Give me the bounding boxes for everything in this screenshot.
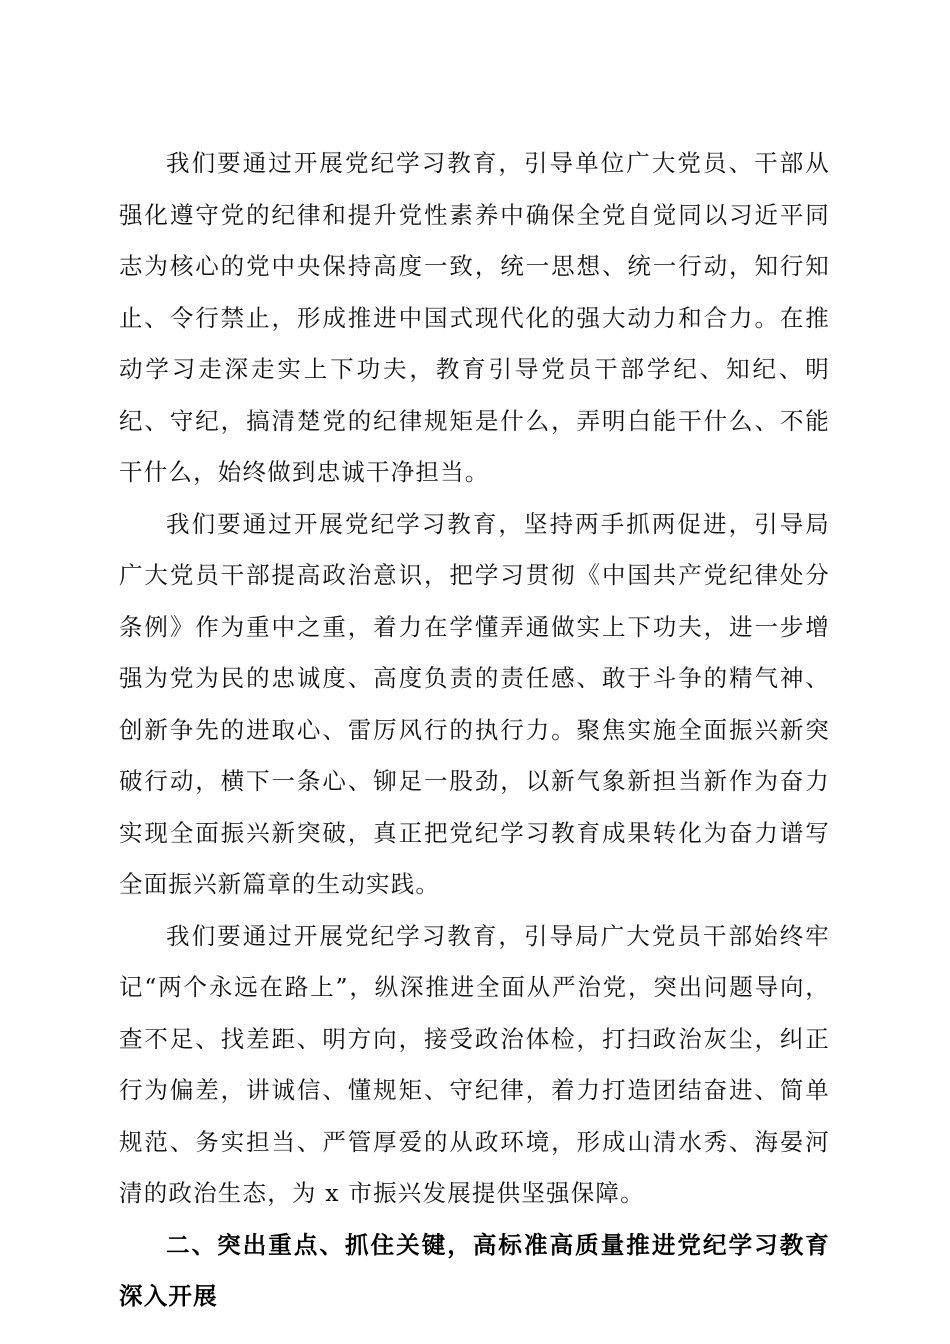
document-body — [119, 138, 830, 1323]
section-heading: 二、突出重点、抓住关键，高标准高质量推进党纪学习教育深入开展 — [119, 1230, 830, 1310]
paragraph-3: 我们要通过开展党纪学习教育，引导局广大党员干部始终牢记“两个永远在路上”，纵深推进全面从严治党，突出问题导向，查不足、找差距、明方向，接受政治体检，打扫政治灰尘，纠正行为偏差，讲诚信、懂规矩、守纪律，着力打造团结奋进、简单规范、务实担当、严管厚爱的从政环境，形成山清水秀、海晏河清的政治生态，为 x 市振兴发展提供坚强保障。 — [119, 921, 830, 1207]
paragraph-1: 我们要通过开展党纪学习教育，引导单位广大党员、干部从强化遵守党的纪律和提升党性素养中确保全党自觉同以习近平同志为核心的党中央保持高度一致，统一思想、统一行动，知行知止、令行禁止，形成推进中国式现代化的强大动力和合力。在推动学习走深走实上下功夫，教育引导党员干部学纪、知纪、明纪、守纪，搞清楚党的纪律规矩是什么，弄明白能干什么、不能干什么，始终做到忠诚干净担当。 — [119, 149, 830, 486]
paragraph-2: 我们要通过开展党纪学习教育，坚持两手抓两促进，引导局广大党员干部提高政治意识，把学习贯彻《中国共产党纪律处分条例》作为重中之重，着力在学懂弄通做实上下功夫，进一步增强为党为民的忠诚度、高度负责的责任感、敢于斗争的精气神、创新争先的进取心、雷厉风行的执行力。聚焦实施全面振兴新突破行动，横下一条心、铆足一股劲，以新气象新担当新作为奋力实现全面振兴新突破，真正把党纪学习教育成果转化为奋力谱写全面振兴新篇章的生动实践。 — [119, 509, 830, 898]
